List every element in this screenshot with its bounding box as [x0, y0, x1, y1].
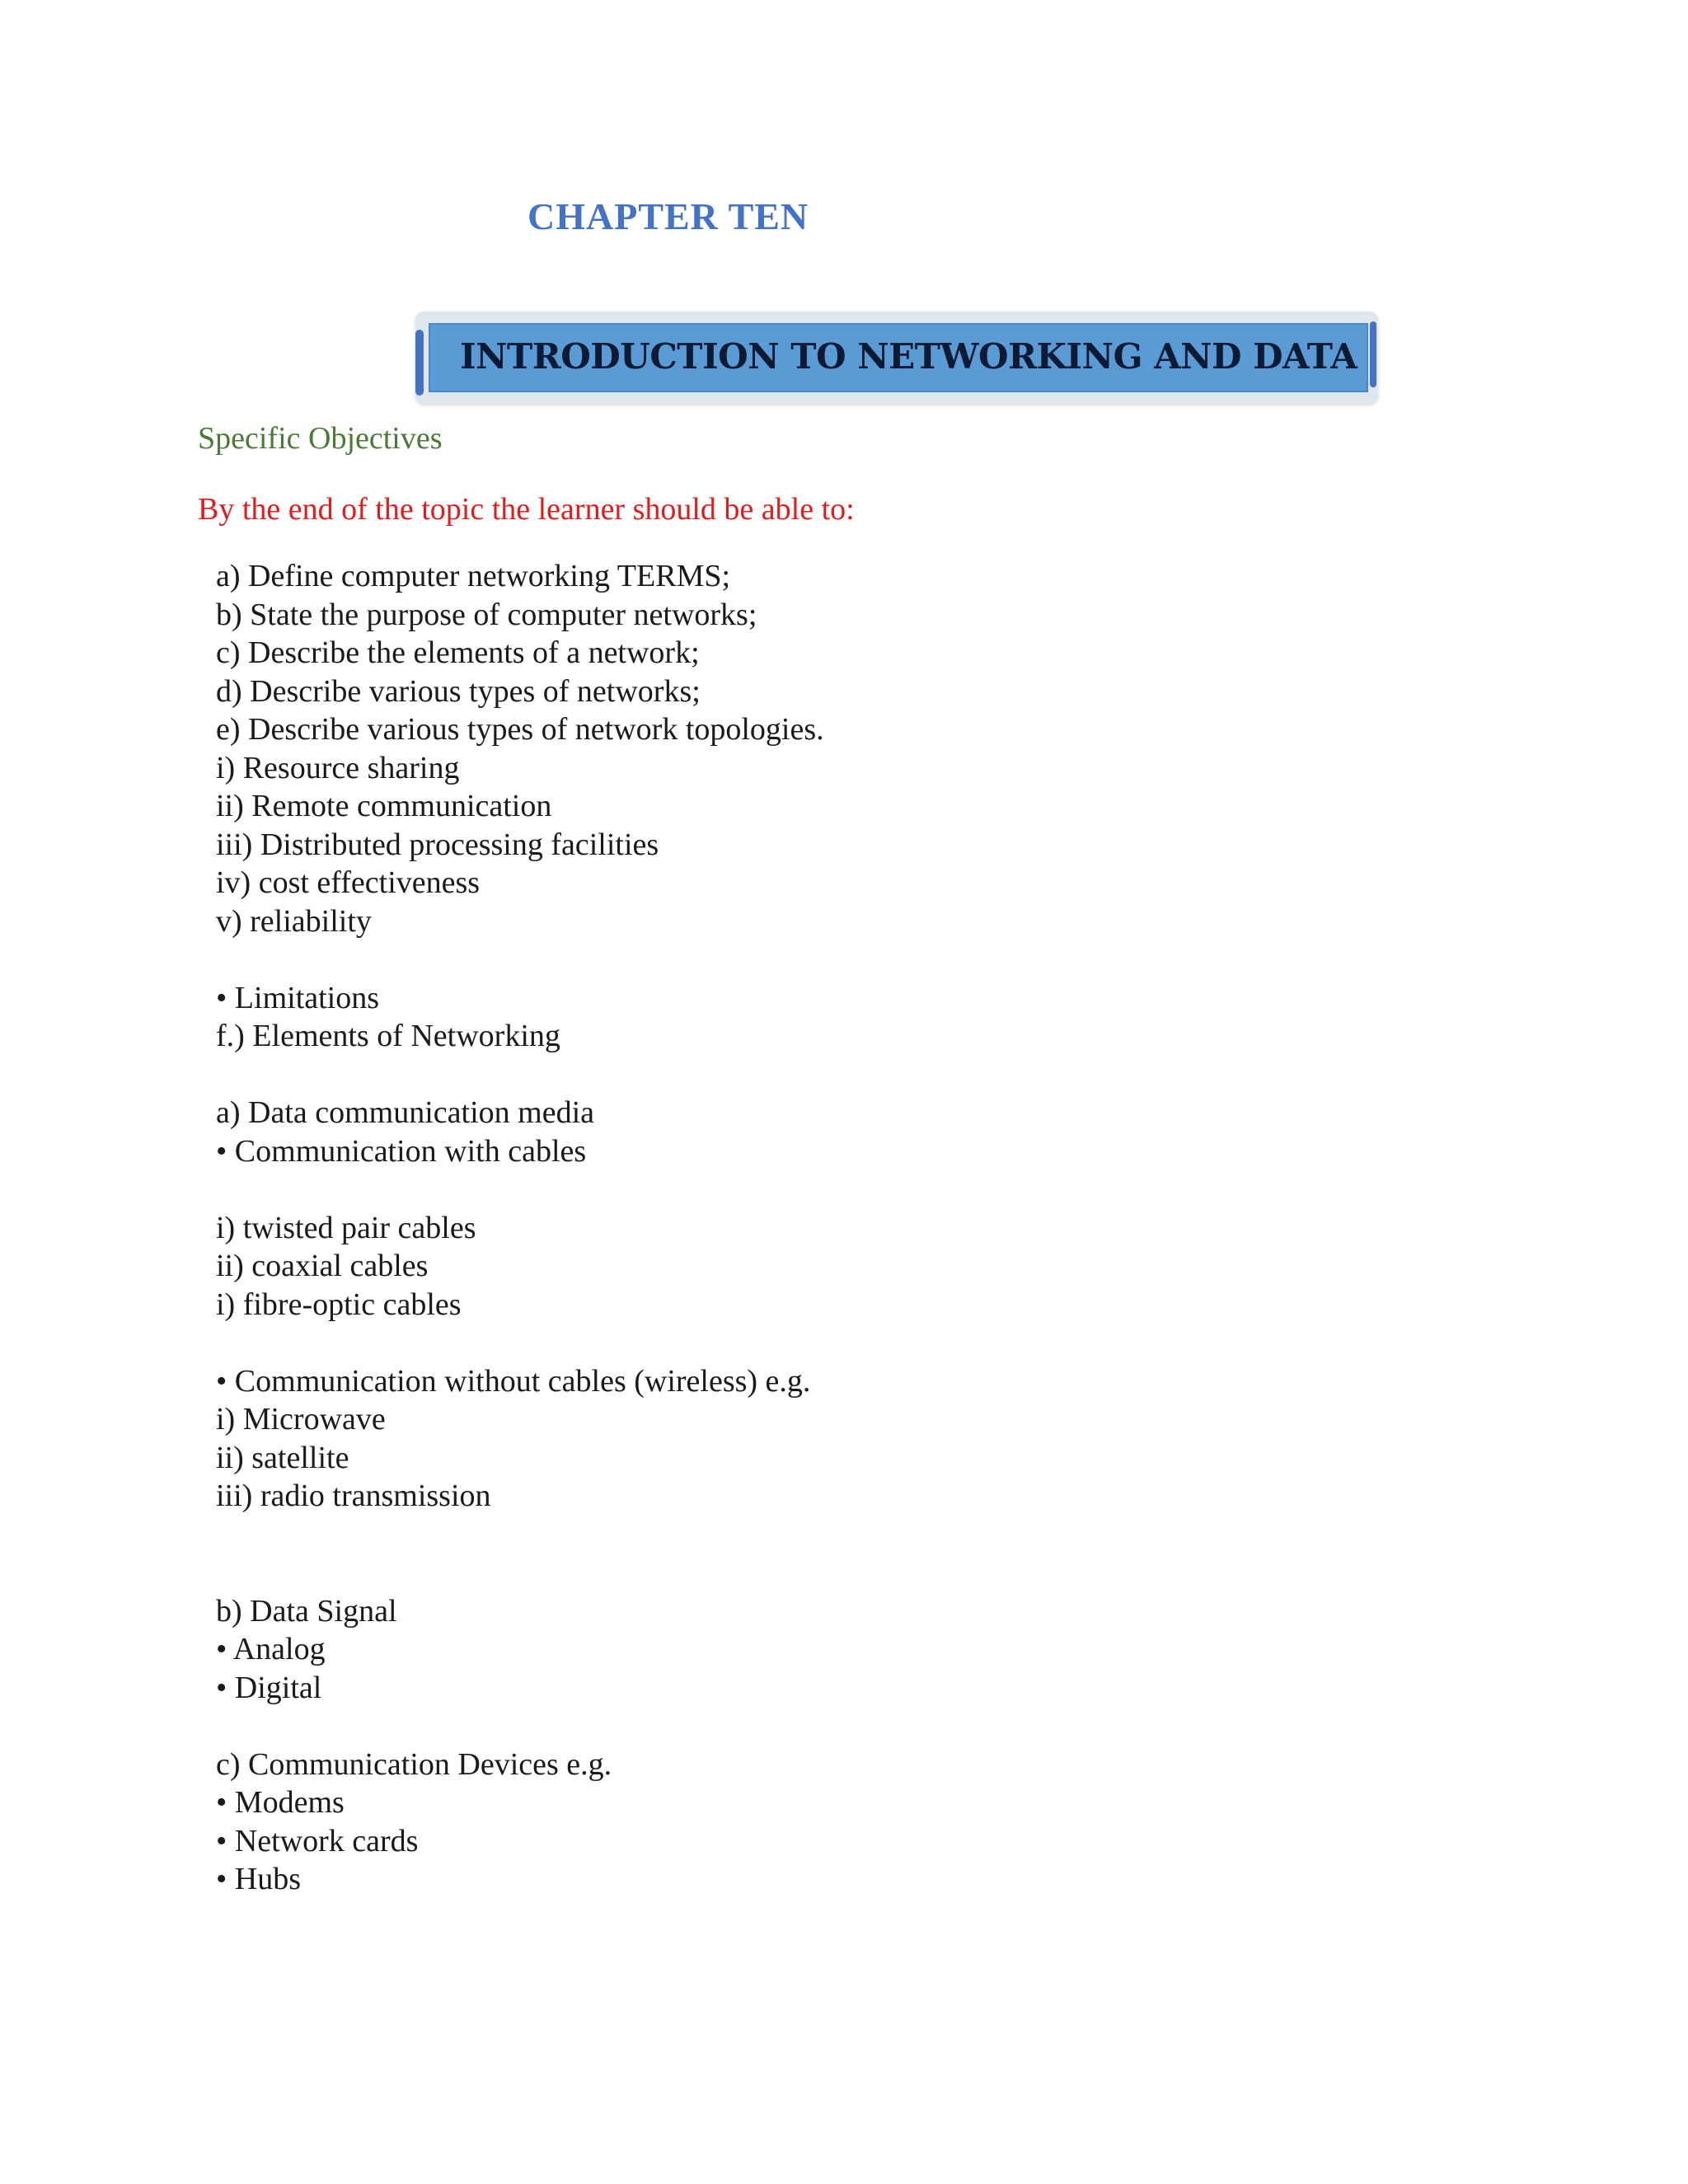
blank-line [216, 1056, 824, 1094]
list-line: • Communication without cables (wireless) e.g. [216, 1363, 811, 1399]
list-line: c) Describe the elements of a network; [216, 635, 700, 670]
list-line: • Communication with cables [216, 1133, 587, 1169]
list-line: iv) cost effectiveness [216, 865, 481, 900]
list-line: • Hubs [216, 1862, 302, 1896]
list-line: d) Describe various types of networks; [216, 673, 701, 709]
list-line: iii) Distributed processing facilities [216, 827, 659, 862]
list-line: • Analog [216, 1632, 326, 1666]
list-line: ii) Remote communication [216, 789, 552, 823]
list-line: i) twisted pair cables [216, 1210, 476, 1245]
list-line: ii) satellite [216, 1440, 349, 1475]
list-line: • Limitations [216, 980, 380, 1015]
banner-scroll-right [1370, 321, 1376, 387]
list-line: f.) Elements of Networking [216, 1019, 560, 1053]
list-line: i) fibre-optic cables [216, 1286, 462, 1322]
list-line: a) Data communication media [216, 1095, 594, 1130]
topic-banner [412, 305, 1385, 410]
list-line: a) Define computer networking TERMS; [216, 559, 731, 593]
list-line: b) State the purpose of computer networks; [216, 597, 757, 632]
banner-scroll-left [415, 330, 424, 396]
blank-line [216, 1324, 824, 1362]
objectives-list [216, 557, 824, 1899]
blank-line [216, 1516, 824, 1554]
blank-line [216, 1707, 824, 1746]
list-line: iii) radio transmission [216, 1479, 491, 1513]
objectives-heading: Specific Objectives [198, 421, 443, 456]
list-line: • Network cards [216, 1823, 419, 1858]
list-line: i) Microwave [216, 1402, 386, 1436]
blank-line [216, 1170, 824, 1209]
list-line: b) Data Signal [216, 1593, 397, 1629]
list-line: • Digital [216, 1670, 322, 1705]
objectives-intro: By the end of the topic the learner should be able to: [198, 492, 855, 527]
banner-title: INTRODUCTION TO NETWORKING AND DATA [460, 336, 1357, 377]
blank-line [216, 940, 824, 979]
list-line: v) reliability [216, 903, 372, 939]
chapter-title: CHAPTER TEN [528, 195, 809, 237]
blank-line [216, 1554, 824, 1592]
list-line: i) Resource sharing [216, 750, 460, 785]
list-line: e) Describe various types of network topologies. [216, 712, 824, 747]
list-line: ii) coaxial cables [216, 1249, 429, 1283]
list-line: • Modems [216, 1785, 345, 1820]
list-line: c) Communication Devices e.g. [216, 1746, 612, 1782]
